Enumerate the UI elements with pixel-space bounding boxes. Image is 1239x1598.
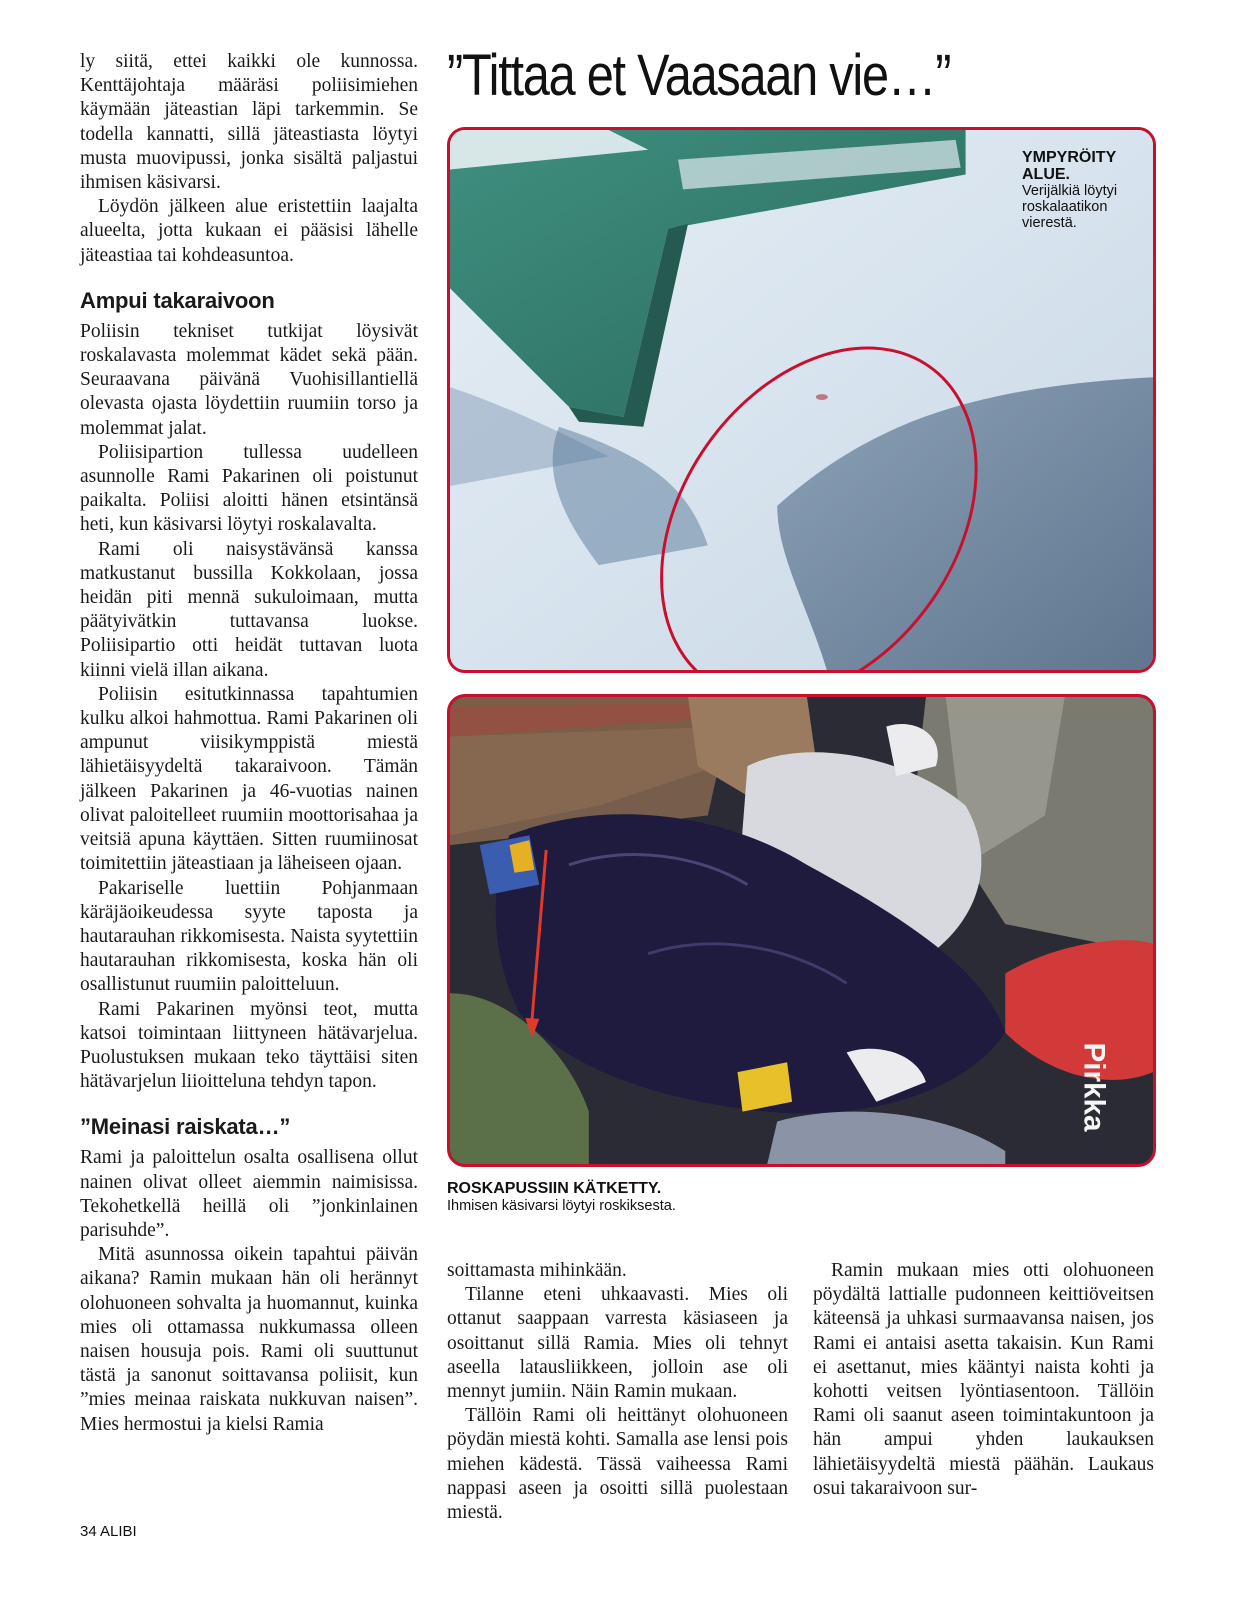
middle-text-column (447, 1259, 788, 1525)
body-paragraph: Rami oli naisystävänsä kanssa matkustanut bussilla Kokkolaan, jossa heidän piti mennä sukuloimaan, mutta päätyivätkin tuttavansa luokse. Poliisipartio otti heidät tuttavan luota kiinni vielä illan aikana. (80, 538, 418, 681)
caption-text: Verijälkiä löytyi roskalaatikon vierestä. (1022, 183, 1118, 231)
body-paragraph: Tällöin Rami oli heittänyt olohuoneen pöydän miestä kohti. Samalla ase lensi pois miehen kädestä. Tässä vaiheessa Rami nappasi aseen ja osoitti sillä puolestaan miestä. (447, 1405, 788, 1524)
article-headline: ”Tittaa et Vaasaan vie…” (447, 43, 951, 108)
section-heading: Ampui takaraivoon (80, 287, 275, 313)
caption-title: ROSKAPUSSIIN KÄTKETTY. (447, 1180, 662, 1197)
body-paragraph: soittamasta mihinkään. (447, 1260, 627, 1281)
body-paragraph: Mitä asunnossa oikein tapahtui päivän aikana? Ramin mukaan hän oli herännyt olohuoneen sohvalta ja huomannut, kuinka mies oli ottamassa nukkumassa olleen naisen housuja pois. Rami oli suuttunut tästä ja sanonut soittavansa poliisit, kun ”mies meinaa raiskata nukkuvan naisen”. Mies hermostui ja kielsi Ramia (80, 1244, 418, 1435)
body-paragraph: ly siitä, ettei kaikki ole kunnossa. Kenttäjohtaja määräsi poliisimiehen käymään jäteastian läpi tarkemmin. Se todella kannatti, sillä jäteastiasta löytyi musta muovipussi, jonka sisältä paljastui ihmisen käsivarsi. (80, 51, 418, 194)
body-paragraph: Ramin mukaan mies otti olohuoneen pöydältä lattialle pudonneen keittiöveitsen käteensä ja uhkasi surmaavansa naisen, jos Rami ei antaisi asetta takaisin. Kun Rami ei asettanut, mies kääntyi naista kohti ja kohotti veitsen lyöntiasentoon. Tällöin Rami oli saanut aseen toimintakuntoon ja hän ampui yhden laukauksen lähietäisyydeltä miestä päähän. Laukaus osui takaraivoon sur- (813, 1260, 1154, 1499)
photo-caption-top (1022, 149, 1152, 231)
right-text-column (813, 1259, 1154, 1501)
page-footer: 34 ALIBI (80, 1523, 137, 1540)
body-paragraph: Rami Pakarinen myönsi teot, mutta katsoi toimintaan liittyneen hätävarjelua. Puolustuksen mukaan teko täyttäisi siten hätävarjelun liioitteluna tehdyn tapon. (80, 998, 418, 1093)
bag-brand-text: Pirkka (1077, 1042, 1111, 1132)
body-paragraph: Poliisin esitutkinnassa tapahtumien kulku alkoi hahmottua. Rami Pakarinen oli ampunut viisikymppistä miestä lähietäisyydeltä takaraivoon. Tämän jälkeen Pakarinen ja 46-vuotias nainen olivat paloitelleet ruumiin moottorisahaa ja veitsiä apuna käyttäen. Sitten ruumiinosat toimitettiin jäteastiaan ja läheiseen ojaan. (80, 683, 418, 875)
photo-dumpster-ground (447, 127, 1156, 673)
photo-garbage-bags (447, 694, 1156, 1167)
body-paragraph: Poliisin tekniset tutkijat löysivät roskalavasta molemmat kädet sekä pään. Seuraavana päivänä Vuohisillantiellä olevasta ojasta löydettiin ruumiin torso ja molemmat jalat. (80, 320, 418, 439)
left-text-column (80, 50, 418, 1437)
caption-text: Ihmisen käsivarsi löytyi roskiksesta. (447, 1198, 676, 1214)
body-paragraph: Poliisipartion tullessa uudelleen asunnolle Rami Pakarinen oli poistunut paikalta. Poliisi aloitti hänen etsintänsä heti, kun käsivarsi löytyi roskalavalta. (80, 441, 418, 536)
garbage-bags-illustration (450, 697, 1153, 1164)
photo-caption-bottom (447, 1180, 1167, 1215)
body-paragraph: Löydön jälkeen alue eristettiin laajalta alueelta, jotta kukaan ei pääsisi lähelle jäteastiaa tai kohdeasuntoa. (80, 196, 418, 266)
caption-title: YMPYRÖITY ALUE. (1022, 149, 1116, 183)
body-paragraph: Pakariselle luettiin Pohjanmaan käräjäoikeudessa syyte taposta ja hautarauhan rikkomisesta. Naista syytettiin hautarauhan rikkomisesta, koska hän oli osallistunut ruumiin paloitteluun. (80, 877, 418, 996)
section-heading: ”Meinasi raiskata…” (80, 1114, 291, 1140)
body-paragraph: Rami ja paloittelun osalta osallisena ollut nainen olivat olleet aiemmin naimisissa. Tekohetkellä heillä oli ”jonkinlainen parisuhde”. (80, 1147, 418, 1241)
body-paragraph: Tilanne eteni uhkaavasti. Mies oli ottanut saappaan varresta käsiaseen ja osoittanut sillä Ramia. Mies oli tehnyt aseella latausliikkeen, jolloin ase oli mennyt jumiin. Näin Ramin mukaan. (447, 1284, 788, 1403)
